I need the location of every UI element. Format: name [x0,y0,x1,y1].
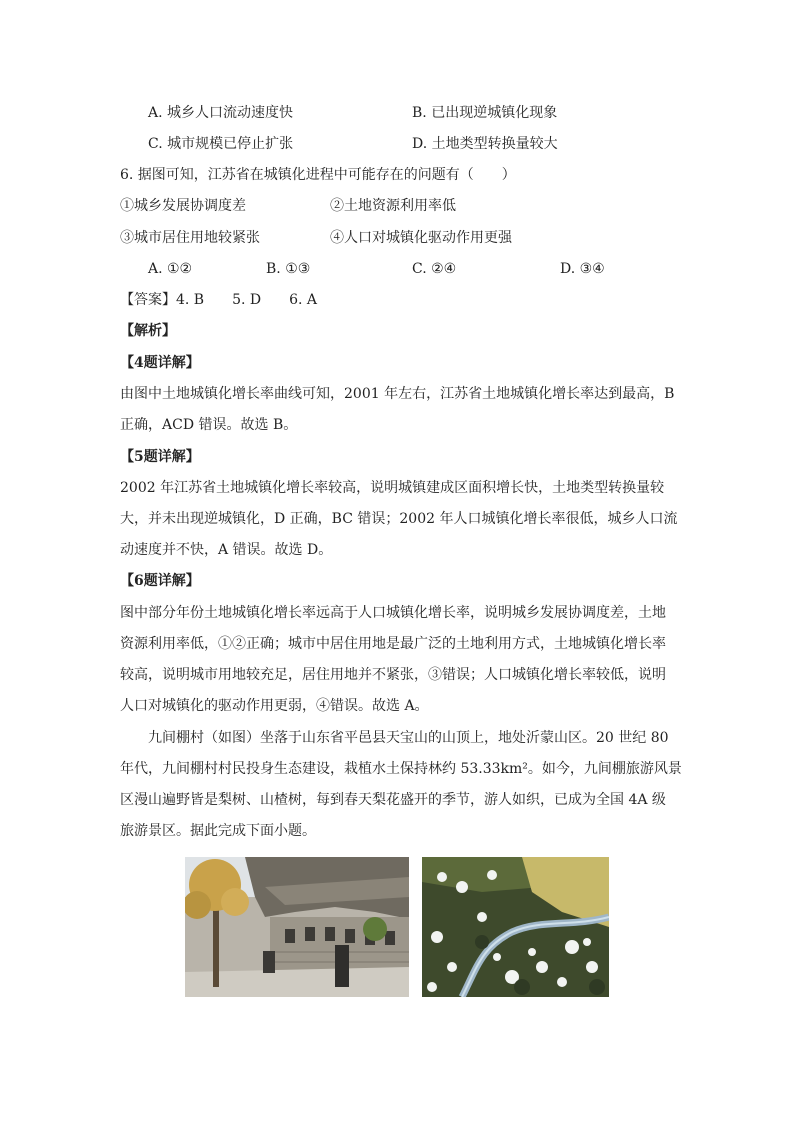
stone-village-photo [185,857,409,997]
pear-blossom-hill-photo [422,857,609,997]
q6-item-4: ④人口对城镇化驱动作用更强 [330,230,512,246]
q5-option-a: A. 城乡人口流动速度快 [148,105,294,121]
q6-detail-line: 人口对城镇化的驱动作用更弱，④错误。故选 A。 [120,698,429,714]
q4-detail-line: 由图中土地城镇化增长率曲线可知，2001 年左右，江苏省土地城镇化增长率达到最高，B [120,386,675,402]
q5-option-b: B. 已出现逆城镇化现象 [412,105,558,121]
passage-line: 旅游景区。据此完成下面小题。 [120,823,316,839]
q5-detail-line: 动速度并不快，A 错误。故选 D。 [120,542,333,558]
q5-option-d: D. 土地类型转换量较大 [412,136,558,152]
q5-detail-heading: 【5题详解】 [120,449,200,465]
q4-detail-heading: 【4题详解】 [120,355,200,371]
q6-item-3: ③城市居住用地较紧张 [120,230,260,246]
passage-line: 九间棚村（如图）坐落于山东省平邑县天宝山的山顶上，地处沂蒙山区。20 世纪 80 [120,730,669,746]
answer-line: 【答案】4. B 5. D 6. A [120,292,318,308]
q6-detail-line: 较高，说明城市用地较充足，居住用地并不紧张，③错误；人口城镇化增长率较低，说明 [120,667,666,683]
q6-option-b: B. ①③ [266,261,311,277]
q6-stem: 6. 据图可知，江苏省在城镇化进程中可能存在的问题有（ ） [120,167,516,183]
passage-line: 区漫山遍野皆是梨树、山楂树，每到春天梨花盛开的季节，游人如织，已成为全国 4A 级 [120,792,666,808]
q6-option-c: C. ②④ [412,261,457,277]
q6-item-1: ①城乡发展协调度差 [120,198,246,214]
q6-detail-line: 图中部分年份土地城镇化增长率远高于人口城镇化增长率，说明城乡发展协调度差，土地 [120,605,666,621]
q6-option-a: A. ①② [148,261,193,277]
q6-option-d: D. ③④ [560,261,605,277]
passage-line: 年代，九间棚村村民投身生态建设，栽植水土保持林约 53.33km²。如今，九间棚旅游风景 [120,761,682,777]
q6-detail-line: 资源利用率低，①②正确；城市中居住用地是最广泛的土地利用方式，土地城镇化增长率 [120,636,666,652]
q5-detail-line: 大，并未出现逆城镇化，D 正确，BC 错误；2002 年人口城镇化增长率很低，城乡人口流 [120,511,678,527]
q4-detail-line: 正确，ACD 错误。故选 B。 [120,417,298,433]
q6-detail-heading: 【6题详解】 [120,573,200,589]
q5-option-c: C. 城市规模已停止扩张 [148,136,294,152]
analysis-label: 【解析】 [120,323,176,339]
q5-detail-line: 2002 年江苏省土地城镇化增长率较高，说明城镇建成区面积增长快，土地类型转换量较 [120,480,665,496]
q6-item-2: ②土地资源利用率低 [330,198,456,214]
